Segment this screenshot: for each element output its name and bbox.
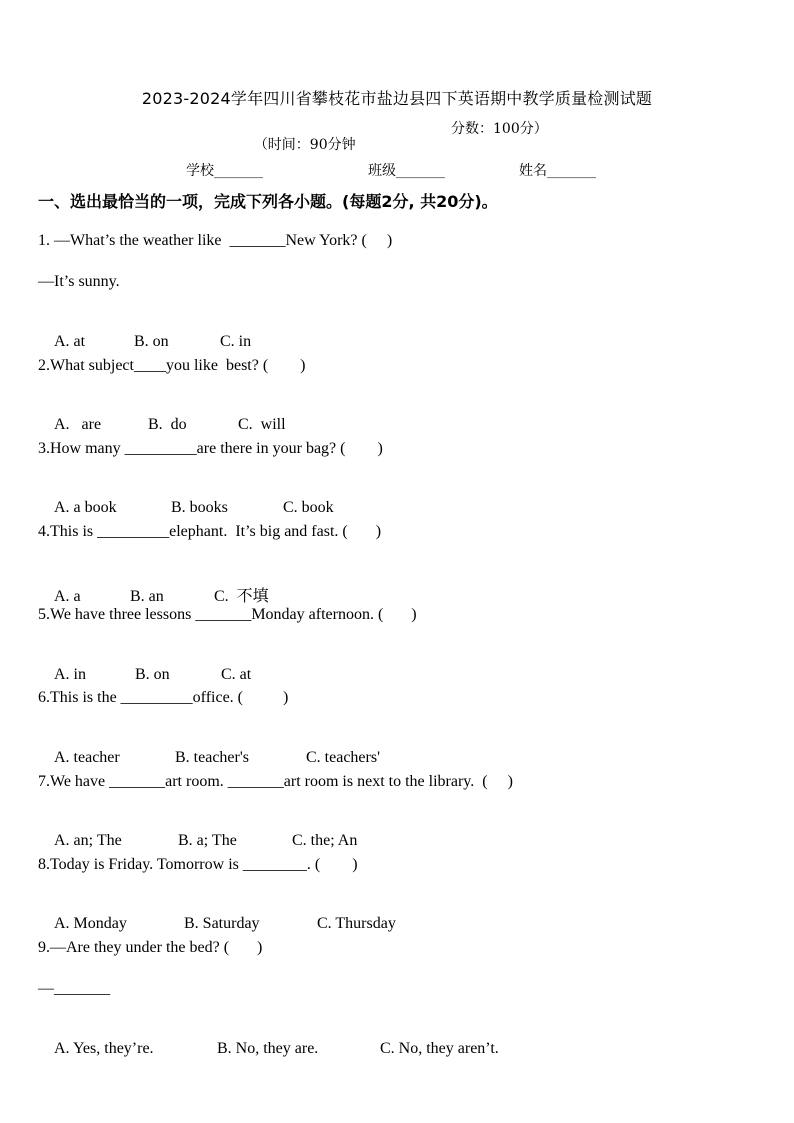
question-8-stem: 8.Today is Friday. Tomorrow is ________. ( ) [38,856,358,873]
question-9-stem: 9.—Are they under the bed? ( ) [38,939,263,956]
question-2-stem: 2.What subject____you like best? ( ) [38,357,306,374]
option-c[interactable]: C. teachers' [306,749,380,766]
option-b[interactable]: B. books [171,499,228,516]
name-field: 姓名_______ [519,163,596,179]
question-4-stem: 4.This is _________elephant. It’s big and fast. ( ) [38,523,382,540]
class-field: 班级_______ [368,163,445,179]
option-b[interactable]: B. teacher's [175,749,249,766]
question-9-options [38,1022,499,1076]
option-a[interactable]: A. in [54,666,86,683]
question-1-stem: 1. —What’s the weather like _______New York? ( ) [38,232,393,249]
option-c[interactable]: C. the; An [292,832,358,849]
question-7-stem: 7.We have _______art room. _______art room is next to the library. ( ) [38,773,513,790]
exam-time: （时间：90分钟 [253,137,356,153]
option-a[interactable]: A. are [54,416,102,433]
option-b[interactable]: B. Saturday [184,915,260,932]
option-a[interactable]: A. a book [54,499,117,516]
option-c[interactable]: C. in [220,333,252,350]
question-5-stem: 5.We have three lessons _______Monday afternoon. ( ) [38,606,417,623]
option-a[interactable]: A. Yes, they’re. [54,1040,154,1057]
question-9-answer-line: —_______ [38,980,110,997]
option-b[interactable]: B. a; The [178,832,237,849]
option-a[interactable]: A. a [54,588,81,605]
option-c[interactable]: C. Thursday [317,915,396,932]
exam-score: 分数：100分） [451,121,548,137]
option-c[interactable]: C. at [221,666,252,683]
option-b[interactable]: B. on [135,666,170,683]
option-a[interactable]: A. teacher [54,749,120,766]
question-6-stem: 6.This is the _________office. ( ) [38,689,289,706]
question-1-answer-line: —It’s sunny. [38,273,120,290]
option-a[interactable]: A. an; The [54,832,122,849]
option-a[interactable]: A. at [54,333,86,350]
option-c[interactable]: C. will [238,416,286,433]
section-heading: 一、选出最恰当的一项，完成下列各小题。(每题2分, 共20分)。 [38,192,498,211]
option-c[interactable]: C. book [283,499,334,516]
school-field: 学校_______ [186,163,263,179]
option-b[interactable]: B. on [134,333,169,350]
option-a[interactable]: A. Monday [54,915,127,932]
option-c[interactable]: C. No, they aren’t. [380,1040,499,1057]
question-3-stem: 3.How many _________are there in your bag? ( ) [38,440,383,457]
exam-title: 2023-2024学年四川省攀枝花市盐边县四下英语期中教学质量检测试题 [141,89,653,108]
option-b[interactable]: B. No, they are. [217,1040,319,1057]
option-b[interactable]: B. do [148,416,187,433]
option-c[interactable]: C. 不填 [214,588,269,605]
option-b[interactable]: B. an [130,588,164,605]
